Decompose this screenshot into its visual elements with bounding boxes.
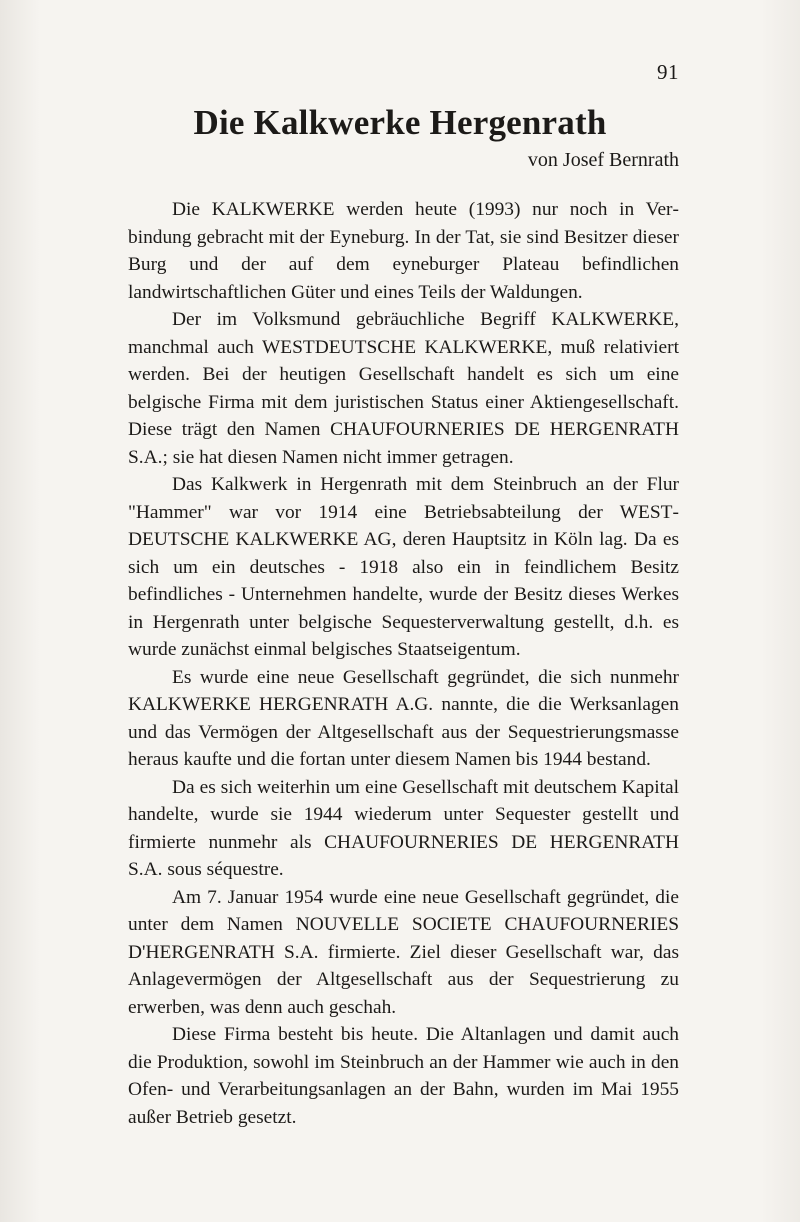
paragraph: Der im Volksmund gebräuchliche Begriff KALKWERKE, manchmal auch WESTDEUTSCHE KALKWERKE, muß relativiert werden. Bei der heutigen Gesellschaft handelt es sich um eine belgische Firma mit dem juristischen Status einer Aktiengesellschaft. Diese trägt den Namen CHAUFOURNERIES DE HERGENRATH S.A.; sie hat diesen Namen nicht immer getragen. — [128, 309, 679, 468]
paragraph: Diese Firma besteht bis heute. Die Altanlagen und damit auch die Produktion, sowohl im Steinbruch an der Hammer wie auch in den Ofen- und Verarbeitungsanlagen an der Bahn, wurden im Mai 1955 außer Betrieb gesetzt. — [128, 1024, 679, 1128]
page-title: Die Kalkwerke Hergenrath — [193, 103, 607, 142]
article-body — [128, 196, 679, 1131]
paragraph: Da es sich weiterhin um eine Gesellschaft mit deutschem Kapital handelte, wurde sie 1944 wiederum unter Sequester gestellt und firmierte nunmehr als CHAUFOURNERIES DE HERGENRATH S.A. sous séquestre. — [128, 776, 679, 880]
paragraph: Am 7. Januar 1954 wurde eine neue Gesellschaft gegründet, die unter dem Namen NOUVELLE SOCIETE CHAUFOURNERIES D'HERGENRATH S.A. firmierte. Ziel dieser Gesellschaft war, das Anlagevermögen der Altgesellschaft aus der Sequestrierung zu erwerben, was denn auch geschah. — [128, 886, 679, 1018]
paragraph: Es wurde eine neue Gesellschaft gegründet, die sich nunmehr KALKWERKE HERGENRATH A.G. nannte, die die Werksanlagen und das Vermögen der Altgesellschaft aus der Sequestrierungsmasse heraus kaufte und die fortan unter diesem Namen bis 1944 bestand. — [128, 666, 679, 770]
paragraph: Das Kalkwerk in Hergenrath mit dem Steinbruch an der Flur "Hammer" war vor 1914 eine Betriebsabteilung der WESTDEUTSCHE KALKWERKE AG, deren Hauptsitz in Köln lag. Da es sich um ein deutsches - 1918 also ein in feindlichem Besitz befindliches - Unternehmen handelte, wurde der Besitz dieses Werkes in Hergenrath unter belgische Sequesterverwaltung gestellt, d.h. es wurde zunächst einmal belgisches Staatseigentum. — [128, 474, 679, 660]
paragraph: Die KALKWERKE werden heute (1993) nur noch in Verbindung gebracht mit der Eyneburg. In der Tat, sie sind Besitzer dieser Burg und der auf dem eyneburger Plateau befindlichen landwirtschaftlichen Güter und eines Teils der Waldungen. — [128, 199, 679, 303]
author-byline: von Josef Bernrath — [527, 149, 679, 171]
page-number: 91 — [657, 60, 679, 84]
